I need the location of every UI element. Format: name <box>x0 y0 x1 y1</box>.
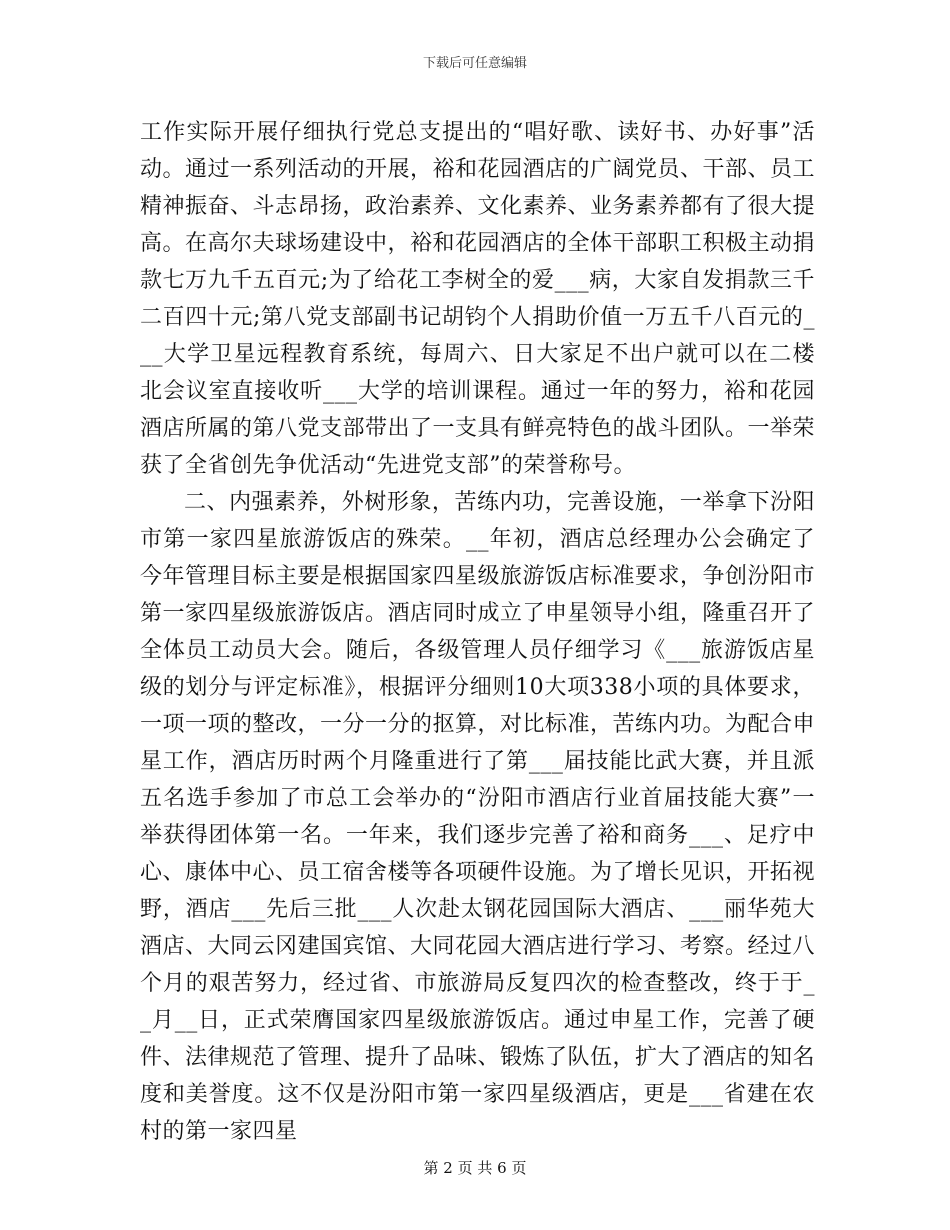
document-body <box>140 114 815 1150</box>
paragraph-2: 二、内强素养，外树形象，苦练内功，完善设施，一举拿下汾阳市第一家四星旅游饭店的殊荣。__年初，酒店总经理办公会确定了今年管理目标主要是根据国家四星级旅游饭店标准要求，争创汾阳市第一家四星级旅游饭店。酒店同时成立了申星领导小组，隆重召开了全体员工动员大会。随后，各级管理人员仔细学习《___旅游饭店星级的划分与评定标准》，根据评分细则10大项338小项的具体要求，一项一项的整改，一分一分的抠算，对比标准，苦练内功。为配合申星工作，酒店历时两个月隆重进行了第___届技能比武大赛，并且派五名选手参加了市总工会举办的“汾阳市酒店行业首届技能大赛”一举获得团体第一名。一年来，我们逐步完善了裕和商务___、足疗中心、康体中心、员工宿舍楼等各项硬件设施。为了增长见识，开拓视野，酒店___先后三批___人次赴太钢花园国际大酒店、___丽华苑大酒店、大同云冈建国宾馆、大同花园大酒店进行学习、考察。经过八个月的艰苦努力，经过省、市旅游局反复四次的检查整改，终于于__月__日，正式荣膺国家四星级旅游饭店。通过申星工作，完善了硬件、法律规范了管理、提升了品味、锻炼了队伍，扩大了酒店的知名度和美誉度。这不仅是汾阳市第一家四星级酒店，更是___省建在农村的第一家四星 <box>140 490 816 1144</box>
paragraph-1: 工作实际开展仔细执行党总支提出的“唱好歌、读好书、办好事”活动。通过一系列活动的开展，裕和花园酒店的广阔党员、干部、员工精神振奋、斗志昂扬，政治素养、文化素养、业务素养都有了很大提高。在高尔夫球场建设中，裕和花园酒店的全体干部职工积极主动捐款七万九千五百元;为了给花工李树全的爱___病，大家自发捐款三千二百四十元;第八党支部副书记胡钧个人捐助价值一万五千八百元的___大学卫星远程教育系统，每周六、日大家足不出户就可以在二楼北会议室直接收听___大学的培训课程。通过一年的努力，裕和花园酒店所属的第八党支部带出了一支具有鲜亮特色的战斗团队。一举荣获了全省创先争优活动“先进党支部”的荣誉称号。 <box>140 120 816 478</box>
page-footer: 第 2 页 共 6 页 <box>423 1159 527 1177</box>
page-header: 下载后可任意编辑 <box>422 56 527 71</box>
